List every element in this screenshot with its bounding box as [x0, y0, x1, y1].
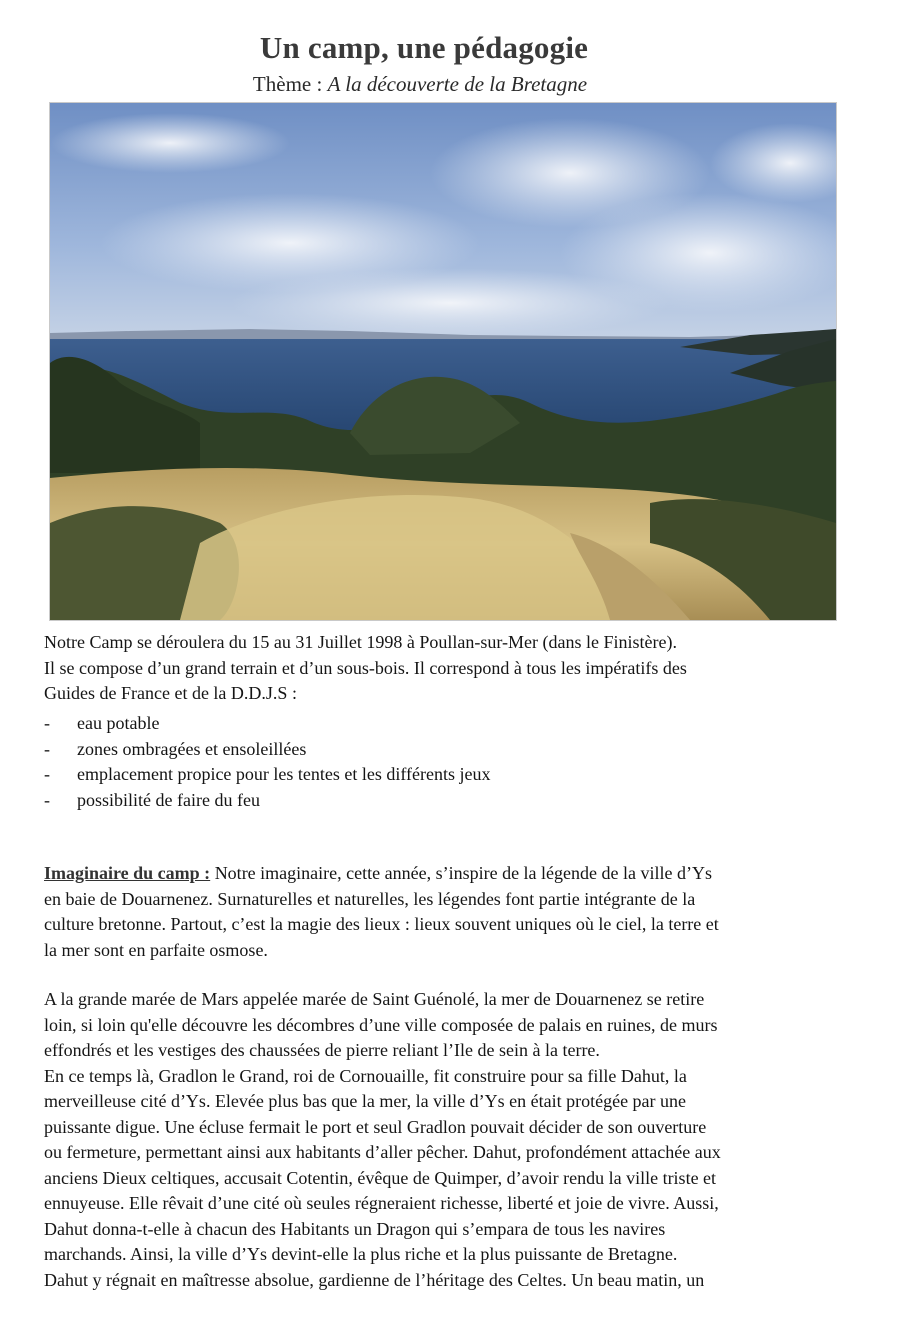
landscape-photo-icon [50, 103, 836, 620]
list-item-text: emplacement propice pour les tentes et les différents jeux [77, 764, 491, 784]
imaginaire-line: en baie de Douarnenez. Surnaturelles et naturelles, les légendes font partie intégrante de la [44, 888, 696, 909]
list-item: - emplacement propice pour les tentes et les différents jeux [44, 762, 491, 788]
legend-line: merveilleuse cité d’Ys. Elevée plus bas que la mer, la ville d’Ys en était protégée par une [44, 1091, 687, 1111]
imaginaire-first-line [44, 861, 719, 887]
intro-line: Notre Camp se déroulera du 15 au 31 Juillet 1998 à Poullan-sur-Mer (dans le Finistère). [44, 632, 677, 652]
legend-line: A la grande marée de Mars appelée marée de Saint Guénolé, la mer de Douarnenez se retire [44, 989, 705, 1009]
list-item: - possibilité de faire du feu [44, 788, 491, 814]
intro-paragraph [44, 630, 687, 707]
intro-line: Guides de France et de la D.D.J.S : [44, 683, 297, 703]
theme-label: Thème : [252, 72, 328, 96]
imaginaire-line: la mer sont en parfaite osmose. [44, 939, 268, 960]
list-item-text: eau potable [77, 713, 160, 733]
legend-line: marchands. Ainsi, la ville d’Ys devint-elle la plus riche et la plus puissante de Bretagne. [44, 1244, 678, 1264]
legend-line: puissante digue. Une écluse fermait le port et seul Gradlon pouvait décider de son ouverture [44, 1116, 707, 1137]
theme-subtitle [0, 72, 840, 97]
legend-line: En ce temps là, Gradlon le Grand, roi de Cornouaille, fit construire pour sa fille Dahut, la [44, 1065, 687, 1086]
legend-line: anciens Dieux celtiques, accusait Cotentin, évêque de Quimper, d’avoir rendu la ville triste et [44, 1167, 717, 1188]
legend-line: Dahut donna-t-elle à chacun des Habitants un Dragon qui s’empara de tous les navires [44, 1218, 666, 1239]
legend-paragraph [44, 987, 721, 1293]
intro-line: Il se compose d’un grand terrain et d’un sous-bois. Il correspond à tous les impératifs des [44, 657, 687, 678]
list-item-text: possibilité de faire du feu [77, 789, 260, 810]
list-item: - eau potable [44, 711, 491, 737]
requirements-list [44, 711, 491, 813]
list-item-text: zones ombragées et ensoleillées [77, 738, 307, 759]
section-heading: Imaginaire du camp : [44, 863, 211, 883]
legend-line: Dahut y régnait en maîtresse absolue, gardienne de l’héritage des Celtes. Un beau matin, un [44, 1269, 705, 1290]
page-title: Un camp, une pédagogie [259, 30, 589, 65]
legend-line: ou fermeture, permettant ainsi aux habitants d’aller pêcher. Dahut, profondément attachée aux [44, 1142, 721, 1162]
list-item: - zones ombragées et ensoleillées [44, 737, 491, 763]
legend-line: ennuyeuse. Elle rêvait d’une cité où seules régneraient richesse, liberté et joie de vivre. Aussi, [44, 1193, 719, 1213]
imaginaire-paragraph [44, 861, 719, 963]
coastal-landscape-photo [49, 102, 837, 621]
imaginaire-line: culture bretonne. Partout, c’est la magie des lieux : lieux souvent uniques où le ciel, la terre et [44, 914, 719, 934]
theme-value: A la découverte de la Bretagne [327, 72, 588, 96]
legend-line: effondrés et les vestiges des chaussées de pierre reliant l’Ile de sein à la terre. [44, 1040, 600, 1060]
legend-line: loin, si loin qu'elle découvre les décombres d’une ville composée de palais en ruines, de murs [44, 1014, 718, 1035]
imaginaire-line-rest: Notre imaginaire, cette année, s’inspire de la légende de la ville d’Ys [210, 863, 712, 883]
